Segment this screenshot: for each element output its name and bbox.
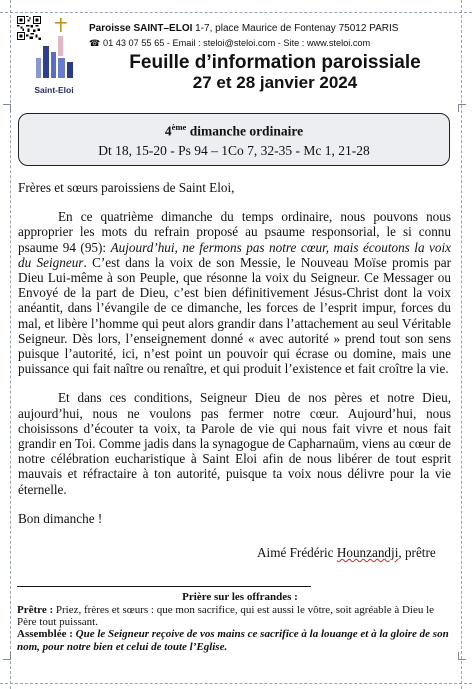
p1-end: . C’est dans la voix de son Messie, le Nouveau Moïse promis par Dieu Lui-même à son Peuple, que résonne la voix du Seigneur. Ce Messager ou Envoyé de la part de Dieu, c’est bien définitivement Jésus-Christ dont la voix anéantit, dans l’évangile de ce dimanche, les forces de l’esprit impur, forces du mal, et libère l’homme qui peut alors grandir dans l’attachement au seul Véritable Seigneur. Dès lors, l’enseignement donné « avec autorité » prend tout son sens puisque l’autorité, ici, n’est point un pouvoir qui écrase ou domine, mais une puissance qui fait naître ou renaître, et qui produit l’existence et fait croître la vie.	[18, 254, 451, 377]
divider	[17, 586, 311, 587]
signature-last: Hounzandji	[336, 545, 399, 560]
sunday-label: dimanche ordinaire	[186, 123, 304, 139]
parish-address	[89, 23, 398, 34]
page-guide-bottom	[0, 683, 472, 684]
prayer-section	[17, 604, 453, 653]
address-text: 1-7, place Maurice de Fontenay 75012 PARIS	[192, 23, 399, 34]
logo-label: Saint-Eloi	[34, 85, 74, 95]
sunday-suffix: ème	[171, 122, 187, 132]
sunday-heading	[19, 119, 449, 140]
reading-references: Dt 18, 15-20 - Ps 94 – 1Co 7, 32-35 - Mc 1, 21-28	[98, 142, 370, 158]
parish-logo-icon	[26, 16, 84, 88]
crop-mark	[3, 104, 11, 112]
page-guide-top	[0, 12, 472, 13]
priest-text: Priez, frères et sœurs : que mon sacrifice, qui est aussi le vôtre, soit agréable à Dieu le Père tout puissant.	[17, 604, 435, 629]
sunday-number: 4	[164, 123, 172, 139]
paragraph-1	[18, 209, 451, 376]
p1-start: En ce quatrième dimanche du temps ordinaire, nous pouvons nous approprier les mots du refrain proposé au psaume responsorial, le si connu psaume 94 (95):	[18, 209, 451, 255]
readings-box	[18, 113, 450, 166]
greeting: Frères et sœurs paroissiens de Saint Eloi,	[18, 180, 235, 195]
signature-first: Aimé Frédéric	[257, 545, 337, 560]
signature	[257, 545, 436, 561]
signature-role: , prêtre	[398, 545, 436, 560]
assembly-text: Que le Seigneur reçoive de vos mains ce sacrifice à la louange et à la gloire de son nom, pour notre bien et celui de toute l’Eglise.	[17, 628, 449, 653]
page-date: 27 et 28 janvier 2024	[192, 73, 358, 92]
letter-body	[18, 180, 451, 526]
paragraph-2: Et dans ces conditions, Seigneur Dieu de nos pères et notre Dieu, aujourd’hui, nous ne voulons pas fermer notre cœur. Aujourd’hui, nous choisissons d’écouter ta voix, ta Parole de vie qui nous fait vivre et nous fait grandir en Toi. Comme jadis dans la synagogue de Capharnaüm, viens au cœur de notre célébration eucharistique à Saint Eloi afin de nous libérer de tout esprit mauvais et réfractaire à ton autorité, puisque ta voix nous délivre pour la vie éternelle.	[18, 390, 451, 497]
psalm-quote: Aujourd’hui, ne fermons pas notre cœur, mais écoutons la voix du Seigneur	[18, 239, 452, 270]
crop-mark	[458, 104, 466, 112]
assembly-label: Assemblée :	[17, 628, 73, 641]
priest-label: Prêtre :	[17, 604, 54, 616]
contact-line: ☎ 01 43 07 55 65 - Email : steloi@steloi.com - Site : www.steloi.com	[89, 38, 371, 48]
page-title: Feuille d’information paroissiale	[129, 52, 421, 73]
crop-mark	[458, 652, 466, 660]
prayer-title: Prière sur les offrandes :	[182, 591, 298, 603]
crop-mark	[3, 652, 11, 660]
parish-name: Paroisse SAINT–ELOI	[89, 23, 193, 34]
assembly-line	[17, 628, 453, 652]
priest-line	[17, 604, 453, 628]
closing: Bon dimanche !	[18, 510, 103, 526]
